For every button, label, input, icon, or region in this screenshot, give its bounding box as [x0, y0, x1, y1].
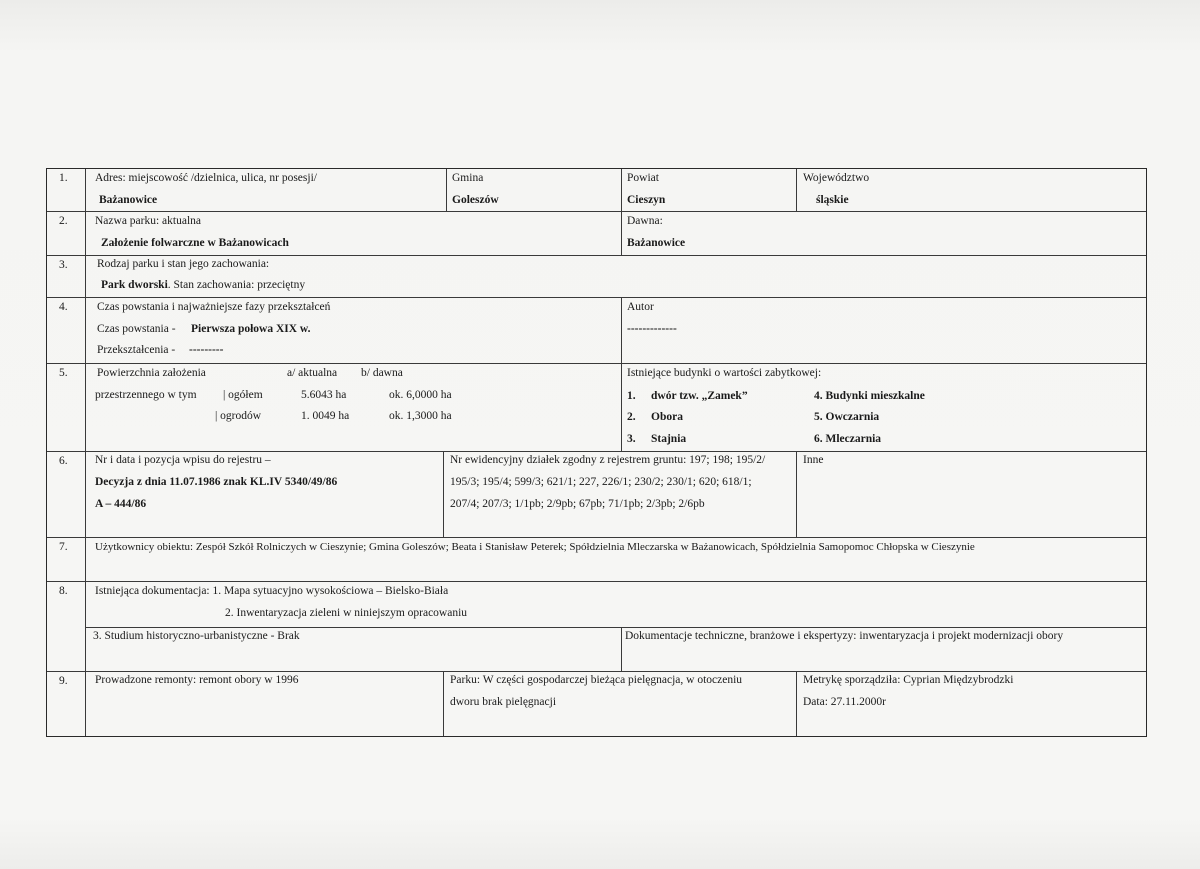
- building-number: 2.: [627, 411, 636, 423]
- row-number-8: 8.: [59, 585, 68, 597]
- building-item: 5. Owczarnia: [814, 411, 880, 423]
- park-care-line: dworu brak pielęgnacji: [450, 696, 557, 708]
- building-number: 3.: [627, 433, 636, 445]
- gardens-area-current: 1. 0049 ha: [301, 410, 350, 422]
- gmina-label: Gmina: [452, 172, 484, 184]
- prepared-by: Metrykę sporządziła: Cyprian Międzybrodzki: [803, 674, 1014, 686]
- voivodeship-label: Województwo: [803, 172, 870, 184]
- parcels-line: 195/3; 195/4; 599/3; 621/1; 227, 226/1; 230/2; 230/1; 620; 618/1;: [450, 476, 752, 488]
- parcels-line: 207/4; 207/3; 1/1pb; 2/9pb; 67pb; 71/1pb; 2/3pb; 2/6pb: [450, 498, 705, 510]
- object-users: Użytkownicy obiektu: Zespół Szkół Rolniczych w Cieszynie; Gmina Goleszów; Beata i Stanisław Peterek; Spółdzielnia Mleczarska w Bażanowicach, Spółdzielnia Samopomoc Chłopska w Cieszynie: [95, 541, 975, 553]
- park-type-bold: Park dworski: [101, 279, 168, 291]
- row-number-3: 3.: [59, 259, 68, 271]
- prepared-date: Data: 27.11.2000r: [803, 696, 886, 708]
- transformation-label: Przekształcenia -: [97, 344, 176, 356]
- row-number-7: 7.: [59, 541, 68, 553]
- voivodeship-value: śląskie: [816, 194, 849, 206]
- gardens-area-label: | ogrodów: [215, 410, 262, 422]
- park-type-value: [101, 278, 305, 292]
- address-value: Bażanowice: [99, 194, 158, 206]
- documentation-line: Istniejąca dokumentacja: 1. Mapa sytuacyjno wysokościowa – Bielsko-Biała: [95, 585, 449, 597]
- powiat-label: Powiat: [627, 172, 659, 184]
- park-care-line: Parku: W części gospodarczej bieżąca pielęgnacja, w otoczeniu: [450, 674, 743, 686]
- building-number: 1.: [627, 390, 636, 402]
- documentation-line: 3. Studium historyczno-urbanistyczne - Brak: [93, 630, 300, 642]
- documentation-line: 2. Inwentaryzacja zieleni w niniejszym opracowaniu: [225, 607, 468, 619]
- row-number-9: 9.: [59, 675, 68, 687]
- parcels-line: Nr ewidencyjny działek zgodny z rejestrem gruntu: 197; 198; 195/2/: [450, 454, 766, 466]
- creation-value: Pierwsza połowa XIX w.: [191, 323, 311, 335]
- building-item: 4. Budynki mieszkalne: [814, 390, 925, 402]
- other-label: Inne: [803, 454, 824, 466]
- park-name-value: Założenie folwarczne w Bażanowicach: [101, 237, 289, 249]
- buildings-label: Istniejące budynki o wartości zabytkowej:: [627, 367, 822, 379]
- building-item: Stajnia: [651, 433, 687, 445]
- spatial-label: przestrzennego w tym: [95, 389, 197, 401]
- gmina-value: Goleszów: [452, 194, 499, 206]
- area-current-header: a/ aktualna: [287, 367, 338, 379]
- phases-label: Czas powstania i najważniejsze fazy przekształceń: [97, 301, 331, 313]
- registry-number: A – 444/86: [95, 498, 147, 510]
- park-name-label: Nazwa parku: aktualna: [95, 215, 202, 227]
- row-number-5: 5.: [59, 367, 68, 379]
- author-value: -------------: [627, 323, 677, 335]
- area-former-header: b/ dawna: [361, 367, 403, 379]
- technical-documentation: Dokumentacje techniczne, branżowe i ekspertyzy: inwentaryzacja i projekt modernizacji obory: [625, 630, 1064, 642]
- registry-decision: Decyzja z dnia 11.07.1986 znak KL.IV 5340/49/86: [95, 476, 338, 488]
- address-label: Adres: miejscowość /dzielnica, ulica, nr posesji/: [95, 172, 317, 184]
- total-area-label: | ogółem: [223, 389, 263, 401]
- area-label: Powierzchnia założenia: [97, 367, 206, 379]
- creation-label: Czas powstania -: [97, 323, 176, 335]
- transformation-value: ---------: [189, 344, 224, 356]
- repairs: Prowadzone remonty: remont obory w 1996: [95, 674, 299, 686]
- park-registry-form: [46, 168, 1147, 737]
- gardens-area-former: ok. 1,3000 ha: [389, 410, 452, 422]
- building-item: 6. Mleczarnia: [814, 433, 882, 445]
- total-area-former: ok. 6,0000 ha: [389, 389, 452, 401]
- row-number-2: 2.: [59, 215, 68, 227]
- registry-label: Nr i data i pozycja wpisu do rejestru –: [95, 454, 271, 466]
- park-type-label: Rodzaj parku i stan jego zachowania:: [97, 258, 270, 270]
- total-area-current: 5.6043 ha: [301, 389, 347, 401]
- powiat-value: Cieszyn: [627, 194, 666, 206]
- row-number-4: 4.: [59, 301, 68, 313]
- former-name-value: Bażanowice: [627, 237, 686, 249]
- building-item: Obora: [651, 411, 683, 423]
- building-item: dwór tzw. „Zamek”: [651, 390, 748, 402]
- row-number-6: 6.: [59, 455, 68, 467]
- author-label: Autor: [627, 301, 654, 313]
- row-number-1: 1.: [59, 172, 68, 184]
- park-condition: . Stan zachowania: przeciętny: [167, 279, 306, 291]
- former-name-label: Dawna:: [627, 215, 663, 227]
